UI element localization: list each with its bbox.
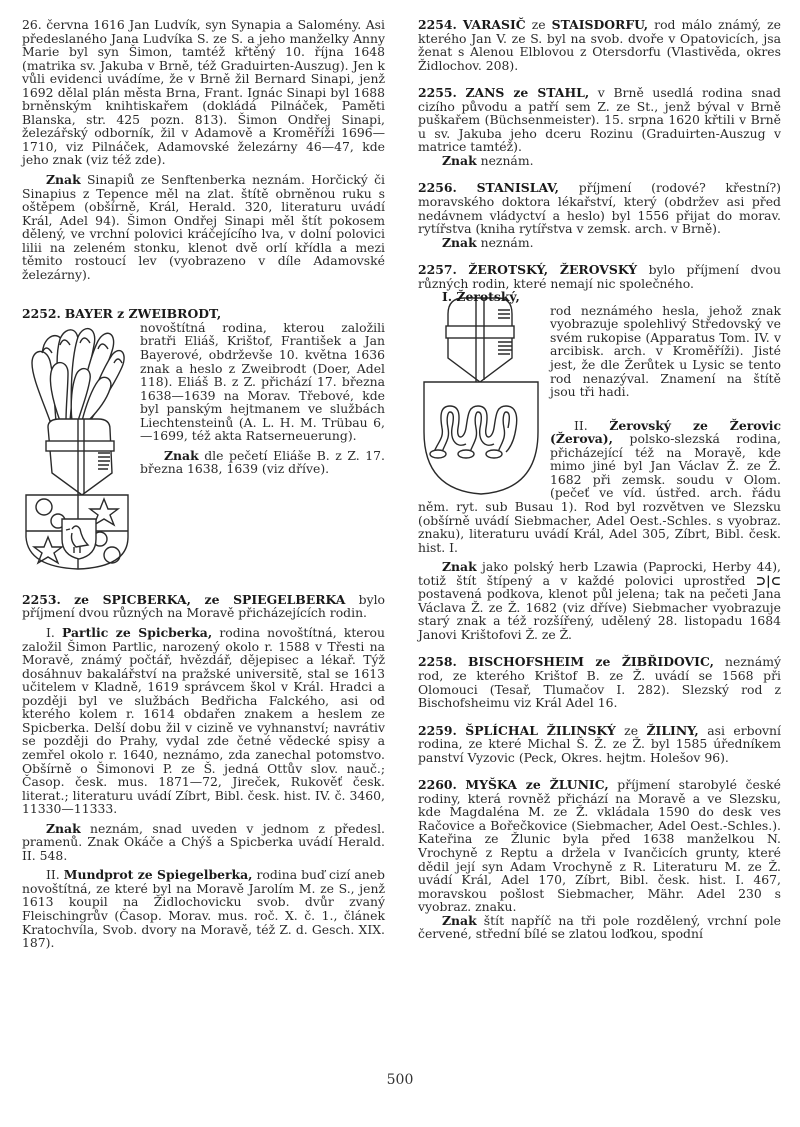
sub-title: Partlic ze Spicberka,: [62, 625, 213, 641]
entry-2257-heading: [418, 263, 781, 290]
paragraph-sinapi-continued: 26. června 1616 Jan Ludvík, syn Synapia a Salomény. Asi předeslaného Jana Ludvíka S. ze S. a jeho manželky Anny Marie byl syn Šimon, tamtéž křtěný 10. října 1648 (matrika sv. Jakuba v Brně, též Graduirten-Auszug). Jen k vůli evidenci uvádíme, že v Brně žil Bernard Sinapi, jenž 1692 dělal plán města Brna, Frant. Ignác Sinapi byl 1688 brněnským knihtiskařem (dokládá Pilnáček, Paměti Blanska, str. 425 pozn. 813). Šimon Ondřej Sinapi, železářský odborník, žil v Adamově a Kroměříži 1696—1710, viz Pilnáček, Adamovské železárny 46—47, kde jeho znak (viz též zde).: [22, 17, 385, 168]
entry-text: příjmení (rodové? křestní?) moravského doktora lékařství, který (obdržev asi před nedávnem vládyctví a heslo) byl 1556 přijat do morav. rytířstva (kniha rytířstva v zemsk. arch. v Brně).: [418, 180, 781, 237]
entry-2258-body: [418, 655, 781, 709]
entry-2252-body: novoštítná rodina, kterou založili bratři Eliáš, Krištof, František a Jan Bayerové, obdrževše 10. května 1636 znak a heslo z Zweibrodt (Doer, Adel 118). Eliáš B. z Z. přichází 17. března 1638—1639 na Morav. Třebové, kde byl panským hejtmanem ve službách Liechtensteinů (A. L. H. M. Trübau 6, —1699, též akta Ratserneuerung).: [140, 319, 385, 444]
entry-number: 2258.: [418, 654, 457, 670]
entry-title: ŽEROTSKÝ, ŽEROVSKÝ: [468, 262, 638, 278]
entry-2257-sub1-lead: [418, 290, 781, 304]
znak-text: Sinapiů ze Senftenberka neznám. Horčický či Sinapius z Tepence měl na zlat. štítě obrněnou ruku s oštěpem (obšírně, Král, Herald. 320, literaturu uvádí Král, Adel 94). Šimon Ondřej Sinapi měl štít pokosem dělený, ve vrchní polovici kráčejícího lva, v dolní polovici lilii na zeleném stonku, klenot dvě orlí křídla a mezi těmito rostoucí lev (vyobrazeno v díle Adamovské železárny).: [22, 172, 385, 282]
entry-text: neznámý rod, ze kterého Krištof B. ze Ž. uvádí se 1568 při Olomouci (Tesař, Tlumačov I. 282). Slezský rod z Bischofsheimu viz Král Adel 16.: [418, 654, 781, 711]
entry-2256: [418, 181, 781, 249]
entry-title: ze SPICBERKA, ze SPIEGELBERKA: [74, 591, 346, 607]
entry-2253-heading: [22, 593, 385, 620]
entry-2253-sub2: [22, 868, 385, 949]
entry-title-b: ŽILINY,: [646, 722, 699, 738]
znak-text: neznám.: [476, 234, 534, 250]
horseshoe-symbol: ⊃|⊂: [755, 572, 781, 588]
entry-2258: [418, 655, 781, 709]
entry-title: BISCHOFSHEIM ze ŽIBŘIDOVIC,: [467, 654, 714, 670]
paragraph-sinapi-znak: [22, 173, 385, 281]
znak-label: Znak: [442, 234, 477, 250]
entry-2256-body: [418, 181, 781, 235]
entry-text: bylo příjmení dvou různých rodin, které nemají nic společného.: [418, 262, 781, 291]
entry-number: 2255.: [418, 85, 457, 101]
znak-text: neznám, snad uveden v jednom z předesl. pramenů. Znak Okáče a Chýš a Spicberka uvádí Herald. II. 548.: [22, 820, 385, 863]
znak-text: dle pečetí Eliáše B. z Z. 17. března 1638, 1639 (viz dříve).: [140, 447, 385, 477]
entry-number: 2257.: [418, 262, 457, 278]
entry-number: 2253.: [22, 591, 61, 607]
znak-label: Znak: [442, 152, 477, 168]
entry-text: bylo příjmení dvou různých na Moravě přicházejících rodin.: [22, 591, 385, 621]
znak-label: Znak: [442, 559, 477, 575]
entry-title-a: ŠPLÍCHAL ŽILINSKÝ: [465, 722, 616, 738]
entry-number: 2252.: [22, 306, 61, 322]
sub-text: rodina novoštítná, kterou založil Šimon Partlic, narozený okolo r. 1588 v Třesti na Moravě, známý počtář, hvězdář, dějepisec a lékař. Týž dosáhnuv bakalářství na pražské universitě, stal se 1613 učitelem v Kladně, 1619 správcem škol v Král. Hradci a později byl ve službách Bedřicha Falckého, asi od kterého kolem r. 1614 obdařen znakem a heslem ze Spicberka. Delší dobu žil v cizině ve vyhnanství; navrátiv se později do Prahy, vydal zde četné vědecké spisy a zemřel okolo r. 1640, neznámo, zda zanechal potomstvo. Obšírně o Šimonovi P. ze Š. jedná Ottův slov. nauč.; Časop. česk. mus. 1871—72, Jireček, Rukověť česk. literat.; literaturu uvádí Zíbrt, Bibl. česk. hist. IV. č. 3460, 11330—11333.: [22, 625, 385, 817]
entry-title-b: STAISDORFU,: [551, 17, 649, 32]
roman-numeral: II.: [46, 867, 60, 883]
sub-text: polsko-slezská rodina, přicházející též na Moravě, kde mimo jiné byl Jan Václav Ž. ze Ž. 1682 při zemsk. soudu v Olom. (pečeť ve víd. ústřed. arch. řádu něm. ryt. sub Busau 1). Rod byl rozvětven ve Slezsku (obšírně uvádí Siebmacher, Adel Oest.-Schles. s vyobraz. znaku), literaturu uvádí Král, Adel 305, Zíbrt, Bibl. česk. hist. I.: [418, 431, 781, 555]
entry-title: ZANS ze STAHL,: [465, 85, 590, 101]
entry-title-mid: ze: [615, 722, 647, 738]
znak-label: Znak: [164, 447, 199, 463]
entry-text: asi erbovní rodina, ze které Michal Š. Ž. ze Ž. byl 1585 úředníkem panství Vyzovic (Peck, Okres. hejtm. Holešov 96).: [418, 722, 781, 765]
znak-text: neznám.: [476, 152, 534, 168]
znak-text-a: jako polský herb Lzawia (Paprocki, Herby 44), totiž štít štípený a v každé polovici uprostřed: [418, 559, 781, 588]
entry-2253-sub1-znak: [22, 822, 385, 863]
sub-title: Mundprot ze Spiegelberka,: [63, 867, 253, 883]
entry-text: rod málo známý, ze kterého Jan V. ze S. byl na svob. dvoře v Opatovicích, jsa ženat s Alenou Elblovou z Otersdorfu (Vlastivěda, okres Židlochov. 208).: [418, 17, 781, 73]
znak-text: štít napříč na tři pole rozdělený, vrchní pole červené, střední bílé se zlatou loďkou, spodní: [418, 912, 781, 942]
entry-number: 2256.: [418, 180, 457, 196]
sub-title: Žerovský ze Žerovic (Žerova),: [550, 417, 781, 447]
entry-number: 2259.: [418, 722, 457, 738]
entry-2257: [418, 263, 781, 641]
roman-numeral: II.: [574, 417, 588, 433]
coat-of-arms-bayer-icon: [20, 323, 132, 571]
entry-2253-sub1: [22, 626, 385, 816]
entry-number: 2260.: [418, 777, 457, 793]
roman-numeral: I.: [46, 625, 55, 641]
entry-title: BAYER z ZWEIBRODT,: [64, 306, 222, 322]
entry-2254-body: [418, 18, 781, 72]
entry-title-a: VARASIČ: [462, 17, 526, 32]
entry-2252-heading: [22, 307, 385, 321]
coat-of-arms-zerotsky-icon: [420, 292, 542, 498]
znak-text-b: postavená podkova, klenot půl jelena; tak na pečeti Jana Václava Ž. ze Ž. 1682 (viz dříve) Siebmacher vyobrazuje starý znak a též rozšířený, udělený 28. listopadu 1684 Janovi Krištofovi Ž. ze Ž.: [418, 586, 781, 642]
entry-2257-sub1-body: rod neznámého hesla, jehož znak vyobrazuje spolehlivý Středovský ve svém rukopise (Apparatus Tom. IV. v arcibisk. arch. v Kroměříži). Jisté jest, že dle Žerůtek u Lysic se tento rod nenazýval. Znamení na štítě jsou tři hadi.: [550, 302, 781, 400]
entry-2260: [418, 778, 781, 941]
entry-2259-body: [418, 724, 781, 765]
entry-2259: [418, 724, 781, 765]
entry-2253: [22, 593, 385, 950]
entry-2257-znak: [418, 560, 781, 641]
feather-plume-icon: [32, 329, 124, 421]
entry-2255-znak: [418, 154, 781, 168]
page-number: 500: [386, 1072, 414, 1088]
znak-label: Znak: [46, 172, 81, 188]
entry-2256-znak: [418, 236, 781, 250]
left-column: [22, 18, 385, 950]
shield-icon: [424, 382, 538, 494]
znak-label: Znak: [442, 912, 477, 928]
entry-2255-body: [418, 86, 781, 154]
right-column: [418, 18, 781, 941]
entry-title: MYŠKA ze ŽLUNIC,: [465, 777, 609, 793]
znak-label: Znak: [46, 820, 81, 836]
entry-2260-body: [418, 778, 781, 913]
entry-title-mid: ze: [525, 17, 552, 32]
entry-2260-znak: [418, 914, 781, 941]
entry-number: 2254.: [418, 17, 457, 32]
entry-2254: [418, 18, 781, 72]
entry-text: v Brně usedlá rodina snad cizího původu a patří sem Z. ze St., jenž býval v Brně puškařem (Büchsenmeister). 15. srpna 1620 křtili v Brně u sv. Jakuba jeho dceru Rozinu (Graduirten-Auszug v matrice tamtéž).: [418, 85, 781, 155]
sub-title: I. Žerotský,: [442, 289, 520, 305]
entry-title: STANISLAV,: [476, 180, 559, 196]
entry-2255: [418, 86, 781, 167]
shield-icon: [26, 495, 128, 569]
sub-text: rodina buď cizí aneb novoštítná, ze které byl na Moravě Jarolím M. ze S., jenž 1613 koupil na Židlochovicku svob. dvůr zvaný Fleischingrův (Časop. Morav. mus. roč. X. č. 1., článek Kratochvíla, Svob. dvory na Moravě, též Z. d. Gesch. XIX. 187).: [22, 867, 385, 951]
entry-2252: [22, 307, 385, 571]
entry-text: příjmení starobylé české rodiny, která rovněž přichází na Moravě a ve Slezsku, kde Magdaléna M. ze Ž. vkládala 1590 do desk ves Račovice a Bořečkovice (Siebmacher, Adel Oest.-Schles.). Kateřina ze Žlunic byla před 1638 manželkou N. Vrochyně z Reptu a držela v Ivančicích grunty, které dědil její syn Adam Vrochyně z R. Literaturu M. ze Ž. uvádí Král, Adel 170, Zíbrt, Bibl. česk. hist. I. 467, moravskou pošlost Siebmacher, Mähr. Adel 230 s vyobraz. znaku.: [418, 777, 781, 915]
helmet-icon: [446, 298, 514, 382]
helmet-icon: [46, 419, 114, 495]
